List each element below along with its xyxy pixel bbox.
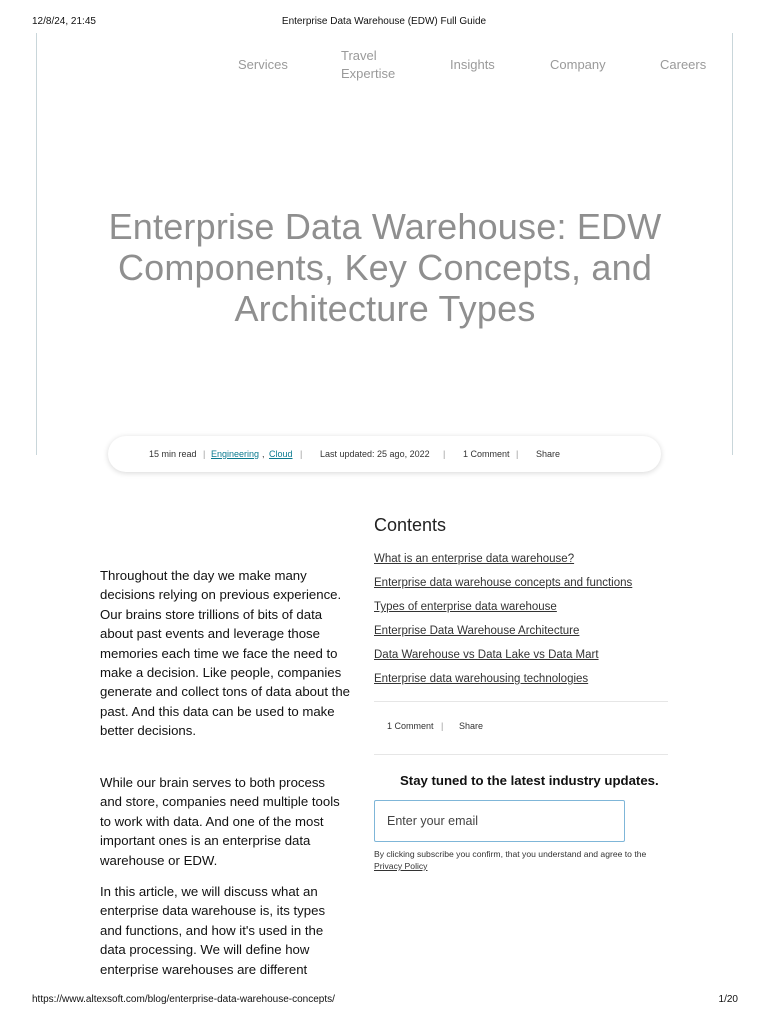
toc-item [374,648,674,672]
meta-separator: | [516,449,519,459]
print-footer [0,994,768,1008]
nav-item-services[interactable]: Services [238,57,288,72]
toc-item [374,624,674,648]
print-header [0,16,768,30]
read-time: 15 min read [149,449,197,459]
article-paragraph: In this article, we will discuss what an enterprise data warehouse is, its types and functions, and how it's used in the data processing. We will define how enterprise warehouses are different [100,884,326,977]
toc-link[interactable]: Types of enterprise data warehouse [374,601,557,613]
print-page-number: 1/20 [718,994,738,1005]
toc-link[interactable]: Enterprise data warehousing technologies [374,673,589,685]
toc-item [374,576,674,600]
last-updated: Last updated: 25 ago, 2022 [320,449,430,459]
meta-separator: | [203,449,206,459]
article-paragraph: Throughout the day we make many decisions relying on previous experience. Our brains store trillions of bits of data about past events and leverage those memories each time we face the need to make a decision. Like people, companies generate and collect tons of data about the past. And this data can be used to make better decisions. [100,568,351,739]
toc-item [374,672,674,696]
divider [374,754,668,755]
nav-item-insights[interactable]: Insights [450,57,495,72]
print-url: https://www.altexsoft.com/blog/enterprise-data-warehouse-concepts/ [32,994,335,1005]
privacy-policy-link[interactable]: Privacy Policy [374,861,428,871]
tag-link-cloud[interactable]: Cloud [269,449,293,459]
page-title: Enterprise Data Warehouse: EDW Components, Key Concepts, and Architecture Types [108,206,662,329]
sidebar-meta-separator: | [441,721,444,731]
toc-item [374,552,674,576]
article-paragraph: While our brain serves to both process and store, companies need multiple tools to work with data. And one of the most important ones is an enterprise data warehouse or EDW. [100,775,340,868]
toc-item [374,600,674,624]
subscribe-heading: Stay tuned to the latest industry updates. [400,773,659,788]
print-datetime: 12/8/24, 21:45 [32,16,96,27]
nav-item-travel-expertise[interactable]: Travel Expertise [341,48,396,81]
nav-item-careers[interactable]: Careers [660,57,707,72]
print-doc-title: Enterprise Data Warehouse (EDW) Full Guide [281,16,487,27]
table-of-contents [374,552,674,696]
toc-link[interactable]: Enterprise data warehouse concepts and functions [374,577,633,589]
divider [374,701,668,702]
article-meta-bar [108,436,661,472]
toc-link[interactable]: Data Warehouse vs Data Lake vs Data Mart [374,649,599,661]
toc-link[interactable]: What is an enterprise data warehouse? [374,553,575,565]
nav-item-company[interactable]: Company [550,57,606,72]
consent-label: By clicking subscribe you confirm, that you understand and agree to the [374,849,647,859]
tag-separator: , [262,449,265,459]
meta-separator: | [300,449,303,459]
share-button[interactable]: Share [536,449,561,459]
tag-link-engineering[interactable]: Engineering [211,449,260,459]
meta-separator: | [443,449,446,459]
page-border-left [36,33,37,455]
email-field[interactable] [374,800,625,842]
page-border-right [732,33,733,455]
consent-text [374,848,674,872]
sidebar-comments-link[interactable]: 1 Comment [387,721,434,731]
toc-link[interactable]: Enterprise Data Warehouse Architecture [374,625,580,637]
sidebar-share-button[interactable]: Share [459,721,484,731]
comments-link[interactable]: 1 Comment [463,449,510,459]
contents-heading: Contents [374,515,447,535]
